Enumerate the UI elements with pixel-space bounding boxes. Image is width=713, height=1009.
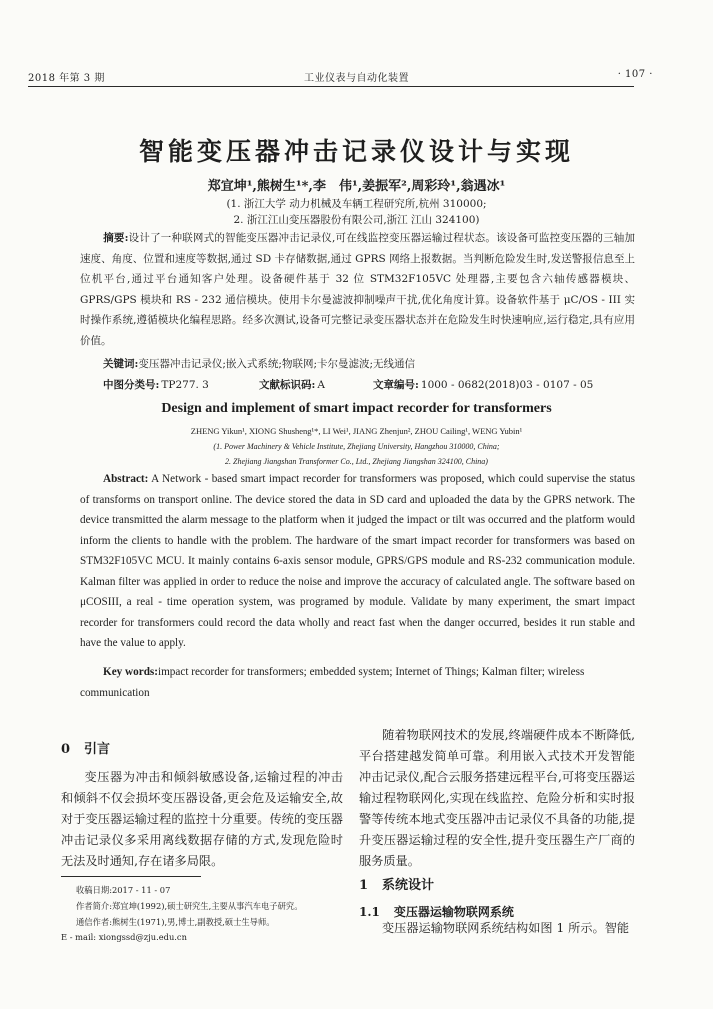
affiliation-en-1: (1. Power Machinery & Vehicle Institute, Zhejiang University, Hangzhou 310000, China;: [213, 442, 500, 451]
section-1-title: 系统设计: [382, 878, 435, 893]
header-rule: [28, 86, 634, 87]
footnote-author: 作者简介:郑宜坤(1992),硕士研究生,主要从事汽车电子研究。: [76, 901, 303, 911]
keywords-cn-text: 变压器冲击记录仪;嵌入式系统;物联网;卡尔曼滤波;无线通信: [138, 358, 416, 370]
affiliation-cn-2: 2. 浙江江山变压器股份有限公司,浙江 江山 324100): [233, 214, 480, 226]
keywords-en-label: Key words:: [103, 666, 158, 678]
clc-value: TP277. 3: [161, 379, 209, 391]
keywords-en: [80, 662, 635, 703]
section-0-heading: [61, 738, 110, 757]
abstract-en-text: A Network - based smart impact recorder for transformers was proposed, which could supervise the status of transforms on transport online. The device stored the data in SD card and uploaded the data by the GPRS network. The device transmitted the alarm message to the platform when it judged the impact or tilt was occurred and the platform would inform the clients to handle with the problem. The hardware of the smart impact recorder for transformers was based on STM32F105VC MCU. It mainly contains 6-axis sensor module, GPRS/GPS module and RS-232 communication module. Kalman filter was applied in order to reduce the noise and improve the accuracy of calculated angle. The software based on μCOSIII, a real - time operation system, was programed by module. Validate by many experiment, the smart impact recorder for transformers could record the data wholly and react fast when the danger occurred, besides it run stable and have the value to apply.: [80, 473, 635, 649]
keywords-en-text: impact recorder for transformers; embedded system; Internet of Things; Kalman filter; wireless communication: [80, 666, 585, 699]
footnote-contact: 通信作者:熊树生(1971),男,博士,副教授,硕士生导师。: [76, 917, 275, 927]
abstract-en-label: Abstract:: [103, 473, 149, 485]
section-0-number: 0: [61, 742, 71, 757]
keywords-cn-label: 关键词:: [103, 358, 139, 370]
footnote-rule: [61, 876, 201, 877]
article-number-value: 1000 - 0682(2018)03 - 0107 - 05: [420, 379, 594, 391]
document-code-label: 文献标识码:: [259, 379, 316, 391]
section-1-number: 1: [359, 878, 369, 893]
page-number: · 107 ·: [617, 69, 653, 80]
abstract-en: [80, 469, 635, 654]
article-number-label: 文章编号:: [373, 379, 419, 391]
footnote-email: E - mail: xiongssd@zju.edu.cn: [61, 932, 187, 942]
paper-title-en: Design and implement of smart impact recorder for transformers: [161, 401, 552, 416]
intro-continued-body: [359, 725, 635, 872]
section-0-text: 变压器为冲击和倾斜敏感设备,运输过程的冲击和倾斜不仅会损坏变压器设备,更会危及运输安全,故对于变压器运输过程的监控十分重要。传统的变压器冲击记录仪多采用离线数据存储的方式,发现危险时无法及时通知,存在诸多局限。: [61, 770, 343, 868]
keywords-cn: [103, 356, 633, 371]
footnote-received: 收稿日期:2017 - 11 - 07: [76, 885, 171, 895]
authors-cn: 郑宜坤¹,熊树生¹*,李 伟¹,姜振军²,周彩玲¹,翁遇冰¹: [207, 179, 506, 194]
section-0-title: 引言: [84, 742, 111, 757]
section-1-1-text: 变压器运输物联网系统结构如图 1 所示。智能: [382, 921, 630, 935]
abstract-cn-label: 摘要:: [103, 232, 129, 244]
section-1-1-number: 1.1: [359, 905, 380, 919]
abstract-cn: [80, 228, 635, 351]
document-code: [259, 377, 325, 392]
affiliation-en-2: 2. Zhejiang Jiangshan Transformer Co., Ltd., Zhejiang Jiangshan 324100, China): [225, 457, 488, 466]
abstract-cn-text: 设计了一种联网式的智能变压器冲击记录仪,可在线监控变压器运输过程状态。该设备可监控变压器的三轴加速度、角度、位置和速度等数据,通过 SD 卡存储数据,通过 GPRS 网络上报数据。当判断危险发生时,发送警报信息至上位机平台,通过平台通知客户处理。设备硬件基于 32 位 STM32F105VC 处理器,主要包含六轴传感器模块、GPRS/GPS 模块和 RS - 232 通信模块。使用卡尔曼滤波抑制噪声干扰,优化角度计算。设备软件基于 μC/OS - III 实时操作系统,遵循模块化编程思路。经多次测试,设备可完整记录变压器状态并在危险发生时快速响应,运行稳定,具有应用价值。: [80, 232, 635, 347]
section-1-1-title: 变压器运输物联网系统: [393, 905, 514, 919]
intro-continued-text: 随着物联网技术的发展,终端硬件成本不断降低,平台搭建越发简单可靠。利用嵌入式技术开发智能冲击记录仪,配合云服务搭建远程平台,可将变压器运输过程物联网化,实现在线监控、危险分析和实时报警等传统本地式变压器冲击记录仪不具备的功能,提升变压器运输过程的安全性,提升变压器生产厂商的服务质量。: [359, 728, 635, 868]
authors-en: ZHENG Yikun¹, XIONG Shusheng¹*, LI Wei¹, JIANG Zhenjun², ZHOU Cailing¹, WENG Yubin¹: [190, 426, 523, 436]
journal-issue: 2018 年第 3 期: [28, 73, 105, 84]
journal-name: 工业仪表与自动化装置: [304, 73, 409, 84]
affiliation-cn-1: (1. 浙江大学 动力机械及车辆工程研究所,杭州 310000;: [226, 198, 487, 210]
clc-number: [103, 377, 209, 392]
paper-title-cn: 智能变压器冲击记录仪设计与实现: [138, 137, 574, 166]
section-0-body: [61, 767, 343, 872]
clc-label: 中图分类号:: [103, 379, 160, 391]
article-number: [373, 377, 593, 392]
document-code-value: A: [317, 379, 325, 391]
section-1-1-body: [359, 918, 635, 939]
section-1-heading: [359, 874, 434, 893]
